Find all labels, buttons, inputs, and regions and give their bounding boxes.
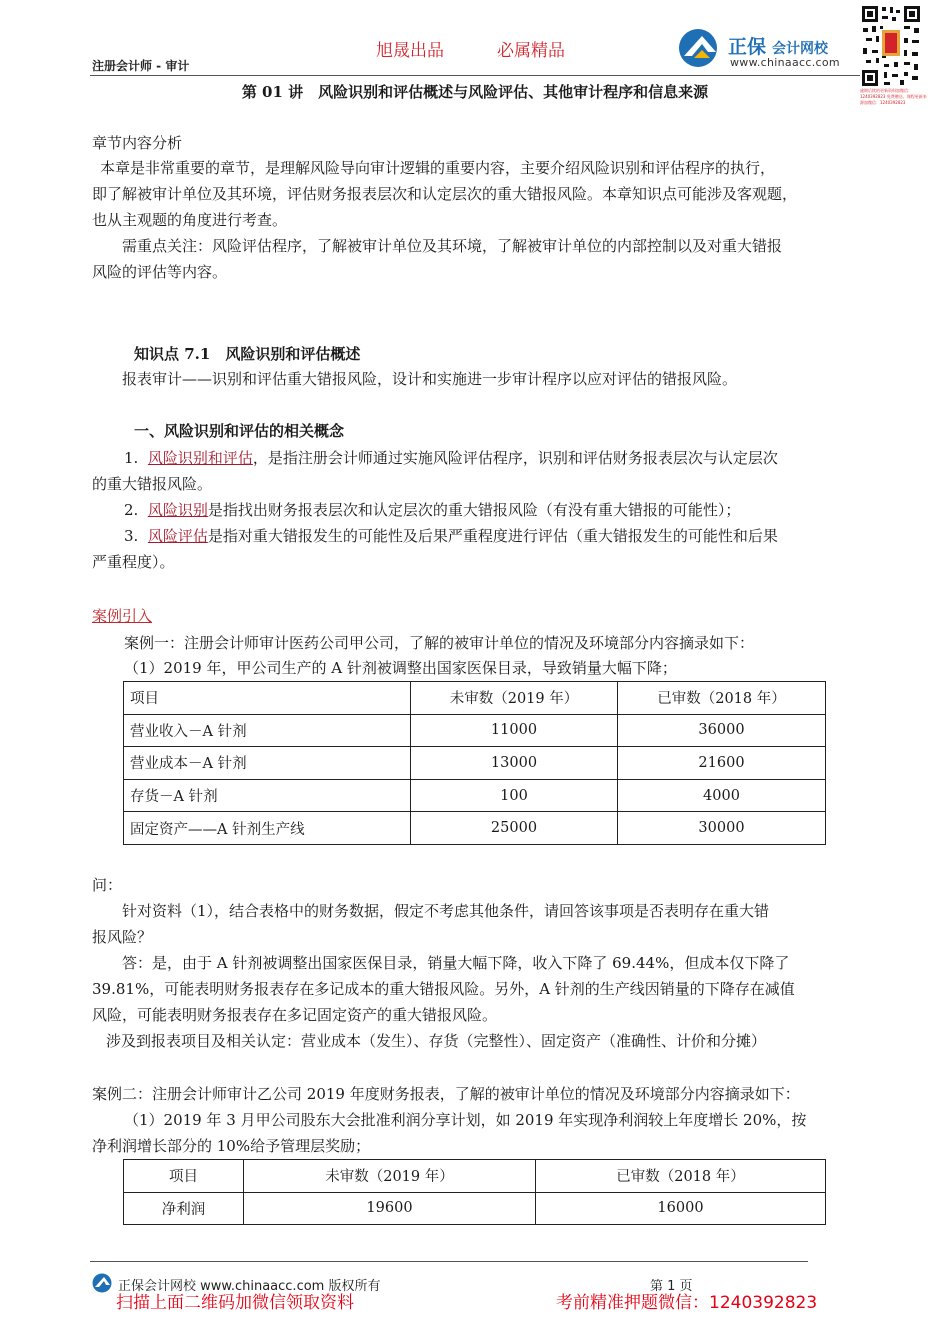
promo-left: 扫描上面二维码加微信领取资料 bbox=[116, 1293, 354, 1313]
table-header-cell: 项目 bbox=[124, 1160, 244, 1193]
section-heading: 一、风险识别和评估的相关概念 bbox=[134, 422, 345, 440]
concept-number: 2. bbox=[124, 501, 139, 519]
case1-table bbox=[123, 681, 826, 845]
header-divider bbox=[90, 75, 860, 76]
qr-caption: 逾期后续的更新资料加微信：1240392823 免费赠送、课程更新来源加微信：1240392823 bbox=[860, 88, 927, 105]
intro-para1-line2: 即了解被审计单位及其环境，评估财务报表层次和认定层次的重大错报风险。本章知识点可能涉及客观题， bbox=[92, 185, 798, 203]
case2-lead: 案例二：注册会计师审计乙公司 2019 年度财务报表，了解的被审计单位的情况及环境部分内容摘录如下： bbox=[92, 1085, 800, 1103]
table-cell: 21600 bbox=[618, 747, 826, 780]
table-cell: 19600 bbox=[244, 1192, 536, 1225]
concept-item-2 bbox=[124, 498, 740, 523]
concept-text: 是指对重大错报发生的可能性及后果严重程度进行评估（重大错报发生的可能性和后果 bbox=[207, 527, 778, 545]
question-line2: 报风险？ bbox=[92, 928, 153, 946]
promo-right: 考前精准押题微信：1240392823 bbox=[556, 1293, 818, 1313]
intro-para2-line1: 需重点关注：风险评估程序，了解被审计单位及其环境，了解被审计单位的内部控制以及对重大错报 bbox=[122, 237, 783, 255]
table-header-cell: 未审数（2019 年） bbox=[244, 1160, 536, 1193]
lecture-title: 第 01 讲 风险识别和评估概述与风险评估、其他审计程序和信息来源 bbox=[241, 83, 709, 101]
table-cell: 净利润 bbox=[124, 1192, 244, 1225]
table-cell: 100 bbox=[411, 779, 618, 812]
logo-sub: 会计网校 bbox=[772, 41, 829, 57]
table-cell: 16000 bbox=[536, 1192, 826, 1225]
question-label: 问： bbox=[92, 876, 123, 894]
assertions-line: 涉及到报表项目及相关认定：营业成本（发生）、存货（完整性）、固定资产（准确性、计价和分摊） bbox=[106, 1032, 767, 1050]
table-header-cell: 已审数（2018 年） bbox=[618, 682, 826, 715]
table-header-cell: 项目 bbox=[124, 682, 411, 715]
concept-number: 3. bbox=[124, 527, 139, 545]
case2-point-line2: 净利润增长部分的 10%给予管理层奖励； bbox=[92, 1137, 371, 1155]
table-cell: 4000 bbox=[618, 779, 826, 812]
case-intro-label: 案例引入 bbox=[92, 607, 153, 625]
intro-para1-line3: 也从主观题的角度进行考查。 bbox=[92, 211, 288, 229]
qr-code-icon bbox=[860, 4, 922, 88]
running-head: 注册会计师 - 审计 bbox=[92, 59, 190, 73]
table-cell: 36000 bbox=[618, 714, 826, 747]
concept-number: 1. bbox=[124, 449, 139, 467]
kp-title: 知识点 7.1 风险识别和评估概述 bbox=[134, 345, 361, 363]
table-cell: 13000 bbox=[411, 747, 618, 780]
footer-page-number: 第 1 页 bbox=[650, 1279, 693, 1294]
answer-line1: 答：是，由于 A 针剂被调整出国家医保目录，销量大幅下降，收入下降了 69.44%，但成本仅下降了 bbox=[122, 954, 790, 972]
answer-line2: 39.81%，可能表明财务报表存在多记成本的重大错报风险。另外，A 针剂的生产线因销量的下降存在减值 bbox=[92, 980, 795, 998]
slogan-right: 必属精品 bbox=[497, 41, 565, 61]
logo-url: www.chinaacc.com bbox=[730, 56, 840, 69]
table-cell: 固定资产——A 针剂生产线 bbox=[124, 812, 411, 845]
concept-item-3-cont: 严重程度）。 bbox=[92, 553, 175, 571]
logo-mark-icon bbox=[678, 28, 722, 68]
concept-term-link[interactable]: 风险识别和评估 bbox=[147, 449, 253, 467]
case2-table bbox=[123, 1159, 826, 1225]
slogan-left: 旭晟出品 bbox=[376, 41, 444, 61]
table-cell: 11000 bbox=[411, 714, 618, 747]
table-header-row bbox=[124, 682, 826, 715]
chinaacc-logo bbox=[678, 26, 858, 72]
case1-lead: 案例一：注册会计师审计医药公司甲公司，了解的被审计单位的情况及环境部分内容摘录如下： bbox=[124, 634, 755, 652]
concept-text: ，是指注册会计师通过实施风险评估程序，识别和评估财务报表层次与认定层次 bbox=[252, 449, 778, 467]
table-header-cell: 已审数（2018 年） bbox=[536, 1160, 826, 1193]
table-cell: 25000 bbox=[411, 812, 618, 845]
case1-point: （1）2019 年，甲公司生产的 A 针剂被调整出国家医保目录，导致销量大幅下降； bbox=[124, 659, 677, 677]
logo-name: 正保 bbox=[728, 36, 767, 58]
table-row bbox=[124, 1192, 826, 1225]
table-header-row bbox=[124, 1160, 826, 1193]
table-row bbox=[124, 747, 826, 780]
table-cell: 30000 bbox=[618, 812, 826, 845]
answer-line3: 风险，可能表明财务报表存在多记固定资产的重大错报风险。 bbox=[92, 1006, 498, 1024]
table-cell: 营业成本－A 针剂 bbox=[124, 747, 411, 780]
table-cell: 存货－A 针剂 bbox=[124, 779, 411, 812]
kp-summary: 报表审计——识别和评估重大错报风险，设计和实施进一步审计程序以应对评估的错报风险。 bbox=[122, 370, 738, 388]
footer-copyright: 正保会计网校 www.chinaacc.com 版权所有 bbox=[118, 1279, 381, 1294]
concept-item-1 bbox=[124, 446, 778, 471]
table-cell: 营业收入－A 针剂 bbox=[124, 714, 411, 747]
table-row bbox=[124, 779, 826, 812]
concept-item-1-cont: 的重大错报风险。 bbox=[92, 475, 213, 493]
intro-heading: 章节内容分析 bbox=[92, 134, 183, 152]
concept-item-3 bbox=[124, 524, 778, 549]
table-header-cell: 未审数（2019 年） bbox=[411, 682, 618, 715]
concept-text: 是指找出财务报表层次和认定层次的重大错报风险（有没有重大错报的可能性）； bbox=[207, 501, 741, 519]
chinaacc-footer-icon bbox=[92, 1273, 112, 1293]
intro-para2-line2: 风险的评估等内容。 bbox=[92, 263, 228, 281]
question-line1: 针对资料（1），结合表格中的财务数据，假定不考虑其他条件，请回答该事项是否表明存在重大错 bbox=[122, 902, 770, 920]
footer-divider bbox=[90, 1261, 808, 1262]
concept-term-link[interactable]: 风险识别 bbox=[147, 501, 208, 519]
table-row bbox=[124, 812, 826, 845]
intro-para1-line1: 本章是非常重要的章节，是理解风险导向审计逻辑的重要内容，主要介绍风险识别和评估程序的执行， bbox=[100, 159, 776, 177]
table-row bbox=[124, 714, 826, 747]
case2-point-line1: （1）2019 年 3 月甲公司股东大会批准利润分享计划，如 2019 年实现净利润较上年度增长 20%，按 bbox=[124, 1111, 807, 1129]
concept-term-link[interactable]: 风险评估 bbox=[147, 527, 208, 545]
